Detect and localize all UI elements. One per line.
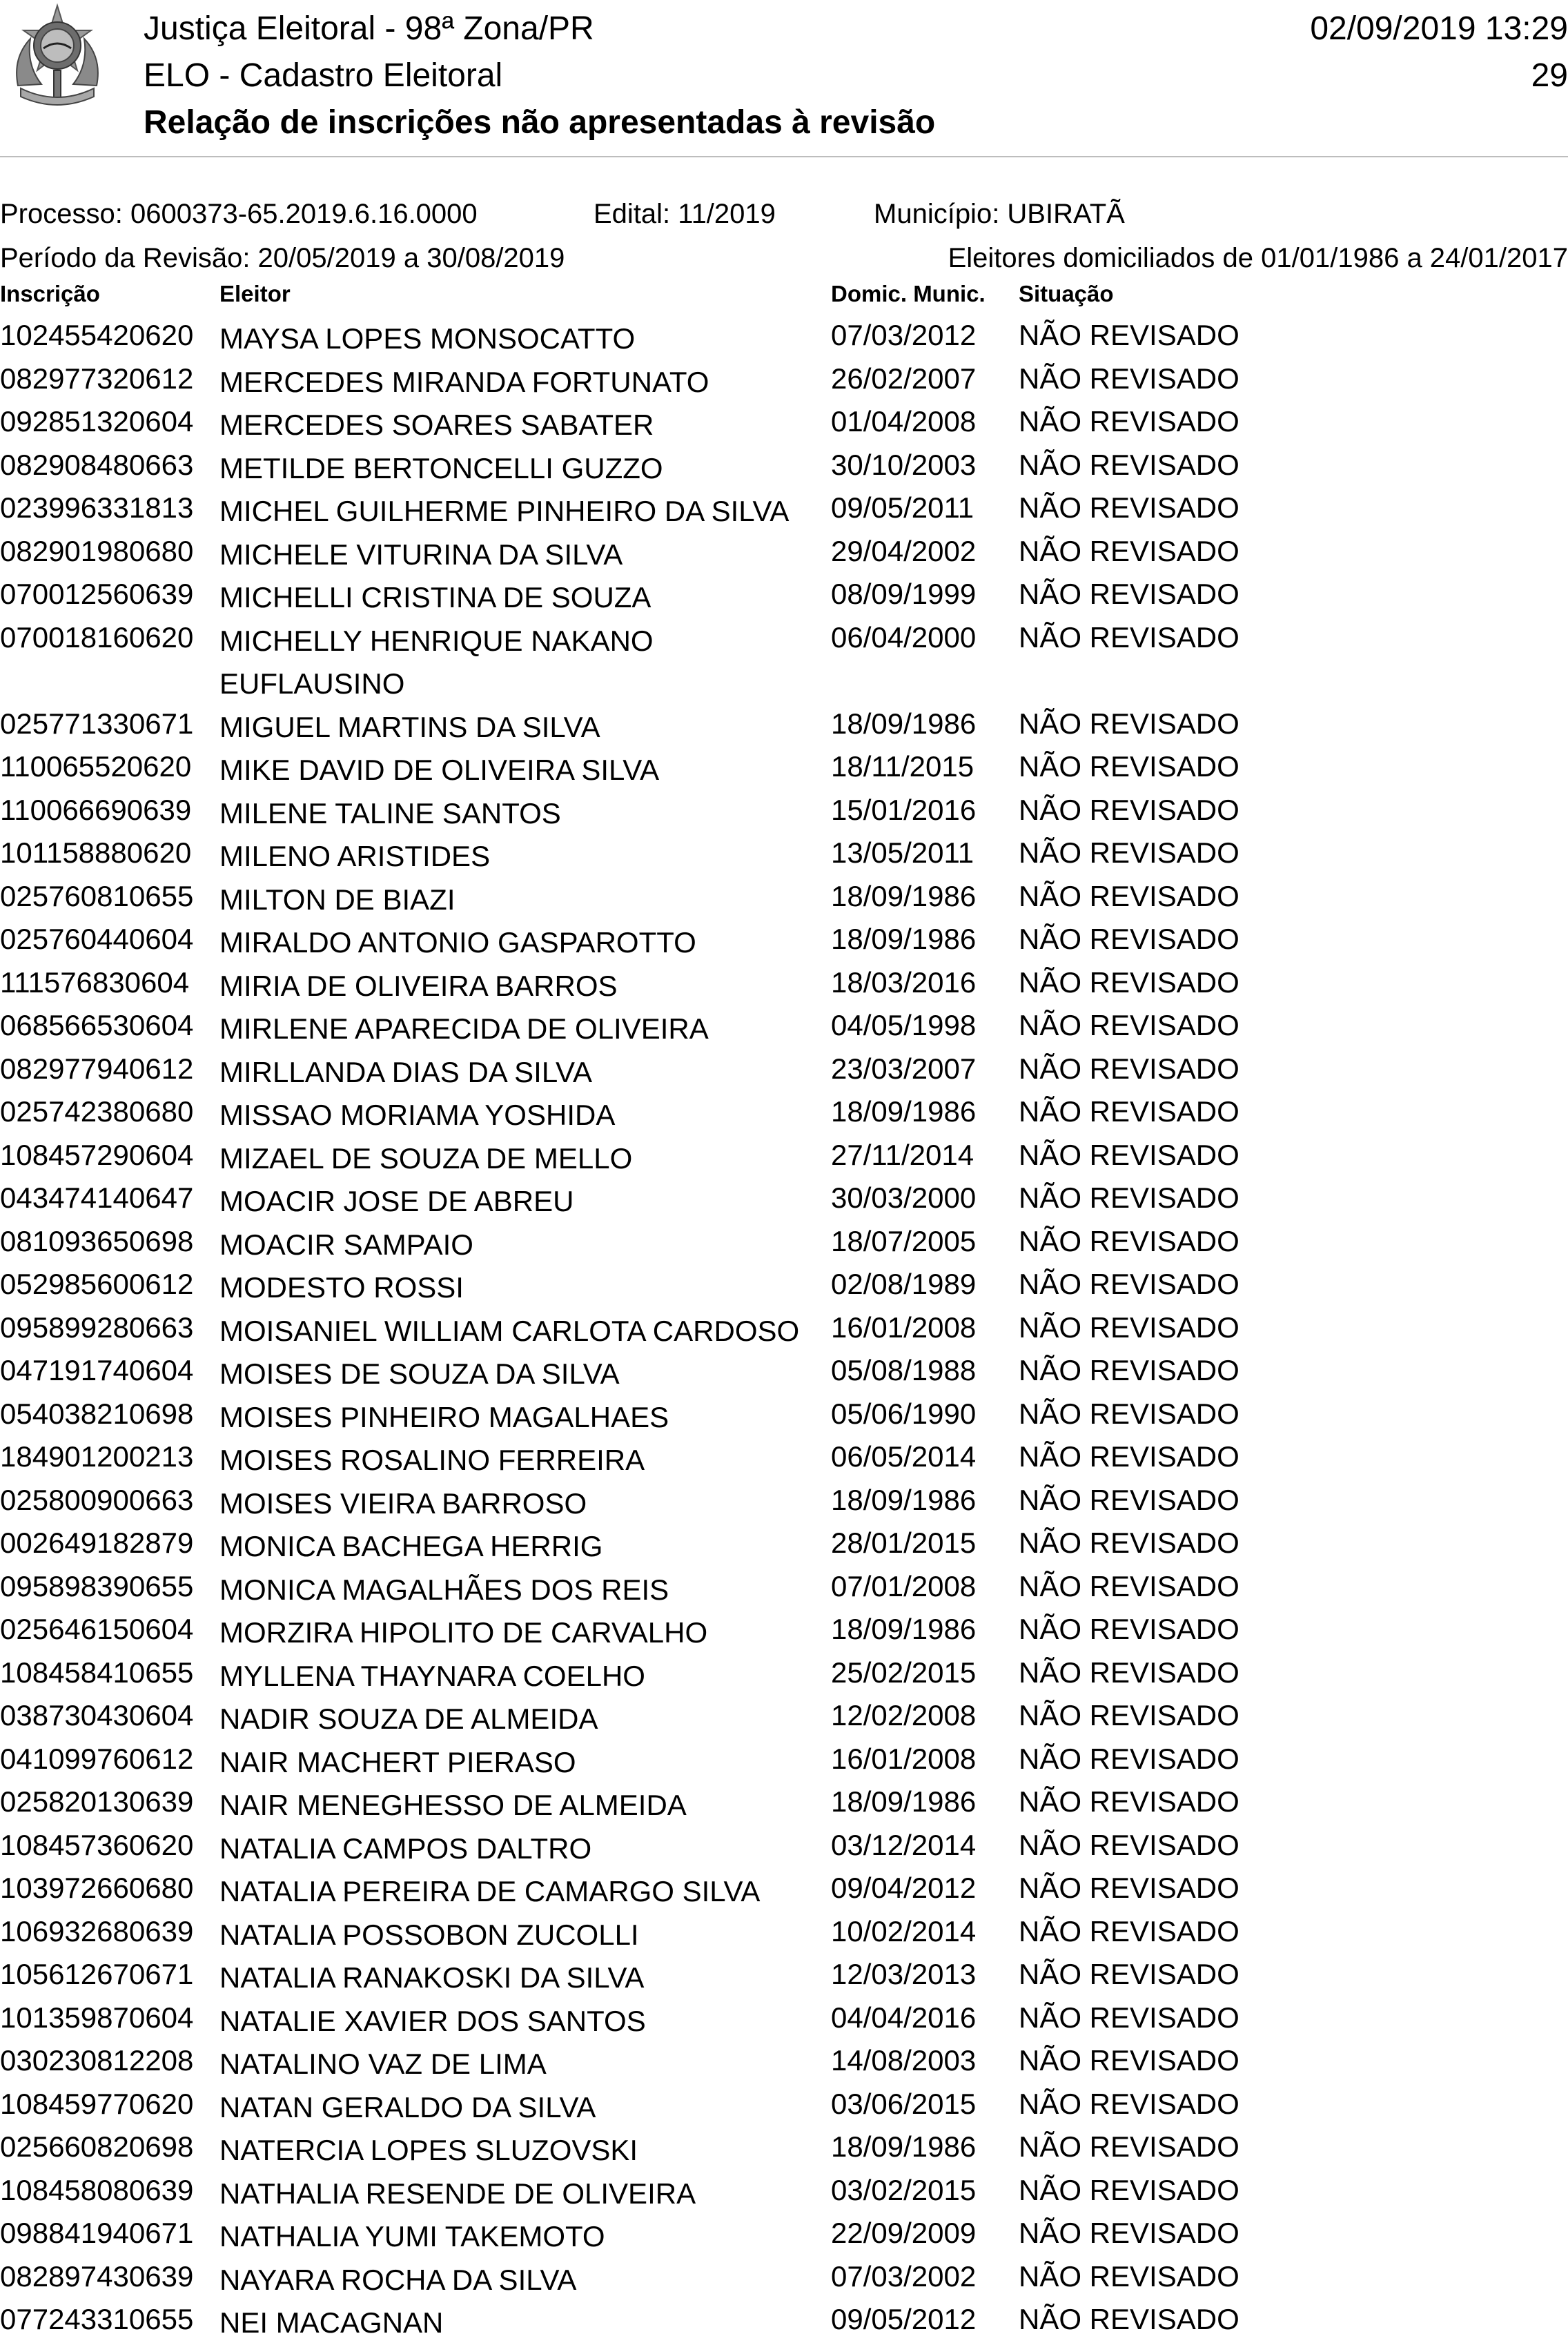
eleitor-cell: MOISES ROSALINO FERREIRA <box>219 1444 645 1476</box>
table-row <box>0 317 1568 361</box>
domic-munic-cell: 18/09/1986 <box>831 1785 977 1818</box>
eleitor-cell: MICHELLI CRISTINA DE SOUZA <box>219 581 651 614</box>
situacao-cell: NÃO REVISADO <box>1019 1095 1239 1128</box>
table-row <box>0 1310 1568 1353</box>
table-row <box>0 576 1568 620</box>
situacao-cell: NÃO REVISADO <box>1019 2259 1239 2293</box>
domic-munic-cell: 07/03/2012 <box>831 319 977 351</box>
table-row <box>0 361 1568 404</box>
domic-munic-cell: 30/10/2003 <box>831 448 977 481</box>
column-header-eleitor: Eleitor <box>219 281 291 306</box>
table-row <box>0 620 1568 706</box>
eleitor-cell: NATALIA RANAKOSKI DA SILVA <box>219 1961 645 1994</box>
voter-table <box>0 317 1568 2345</box>
domic-munic-cell: 29/04/2002 <box>831 534 977 567</box>
table-row <box>0 1741 1568 1785</box>
eleitor-cell: MOISANIEL WILLIAM CARLOTA CARDOSO <box>219 1314 800 1347</box>
domic-munic-cell: 07/01/2008 <box>831 1569 977 1602</box>
municipio-info: Município: UBIRATÃ <box>874 199 1125 229</box>
table-row <box>0 2172 1568 2216</box>
eleitor-cell: MIKE DAVID DE OLIVEIRA SILVA <box>219 754 660 786</box>
inscricao-cell: 025742380680 <box>0 1095 194 1128</box>
report-title: Relação de inscrições não apresentadas à revisão <box>144 104 936 141</box>
situacao-cell: NÃO REVISADO <box>1019 2173 1239 2206</box>
situacao-cell: NÃO REVISADO <box>1019 448 1239 481</box>
domic-munic-cell: 28/01/2015 <box>831 1527 977 1559</box>
domic-munic-cell: 06/04/2000 <box>831 620 977 654</box>
eleitores-info: Eleitores domiciliados de 01/01/1986 a 24/01/2017 <box>948 243 1568 273</box>
eleitor-cell: MIZAEL DE SOUZA DE MELLO <box>219 1141 633 1175</box>
inscricao-cell: 092851320604 <box>0 405 194 438</box>
eleitor-cell: MERCEDES SOARES SABATER <box>219 409 654 441</box>
inscricao-cell: 068566530604 <box>0 1009 194 1041</box>
situacao-cell: NÃO REVISADO <box>1019 1268 1239 1300</box>
inscricao-cell: 030230812208 <box>0 2044 194 2077</box>
table-row <box>0 447 1568 491</box>
inscricao-cell: 077243310655 <box>0 2303 194 2335</box>
inscricao-cell: 108458080639 <box>0 2173 194 2206</box>
table-row <box>0 1784 1568 1827</box>
eleitor-cell: MIGUEL MARTINS DA SILVA <box>219 710 600 743</box>
inscricao-cell: 105612670671 <box>0 1958 194 1990</box>
domic-munic-cell: 12/03/2013 <box>831 1958 977 1990</box>
eleitor-cell: NATHALIA RESENDE DE OLIVEIRA <box>219 2177 696 2210</box>
inscricao-cell: 070018160620 <box>0 620 194 654</box>
situacao-cell: NÃO REVISADO <box>1019 1483 1239 1516</box>
table-row <box>0 1051 1568 1095</box>
situacao-cell: NÃO REVISADO <box>1019 1569 1239 1602</box>
situacao-cell: NÃO REVISADO <box>1019 1828 1239 1861</box>
table-row <box>0 1870 1568 1914</box>
domic-munic-cell: 18/09/1986 <box>831 707 977 740</box>
situacao-cell: NÃO REVISADO <box>1019 793 1239 826</box>
domic-munic-cell: 09/05/2012 <box>831 2303 977 2335</box>
eleitor-cell: MILENO ARISTIDES <box>219 840 491 872</box>
situacao-cell: NÃO REVISADO <box>1019 319 1239 351</box>
system-title: ELO - Cadastro Eleitoral <box>144 57 503 94</box>
inscricao-cell: 101359870604 <box>0 2001 194 2034</box>
domic-munic-cell: 01/04/2008 <box>831 405 977 438</box>
situacao-cell: NÃO REVISADO <box>1019 620 1239 654</box>
inscricao-cell: 043474140647 <box>0 1181 194 1214</box>
situacao-cell: NÃO REVISADO <box>1019 1138 1239 1171</box>
eleitor-cell: MIRLENE APARECIDA DE OLIVEIRA <box>219 1012 709 1045</box>
domic-munic-cell: 12/02/2008 <box>831 1699 977 1731</box>
inscricao-cell: 184901200213 <box>0 1440 194 1473</box>
inscricao-cell: 081093650698 <box>0 1224 194 1257</box>
inscricao-cell: 025800900663 <box>0 1483 194 1516</box>
inscricao-cell: 102455420620 <box>0 319 194 351</box>
situacao-cell: NÃO REVISADO <box>1019 2001 1239 2034</box>
eleitor-cell: MOISES DE SOUZA DA SILVA <box>219 1357 620 1390</box>
eleitor-cell: NATALIA POSSOBON ZUCOLLI <box>219 1918 639 1951</box>
domic-munic-cell: 02/08/1989 <box>831 1268 977 1300</box>
table-row <box>0 2215 1568 2259</box>
eleitor-cell: MOISES VIEIRA BARROSO <box>219 1487 587 1520</box>
eleitor-cell: MERCEDES MIRANDA FORTUNATO <box>219 365 709 398</box>
eleitor-cell: MORZIRA HIPOLITO DE CARVALHO <box>219 1616 708 1649</box>
table-row <box>0 921 1568 965</box>
domic-munic-cell: 07/03/2002 <box>831 2259 977 2293</box>
domic-munic-cell: 14/08/2003 <box>831 2044 977 2077</box>
domic-munic-cell: 18/11/2015 <box>831 750 974 783</box>
domic-munic-cell: 18/09/1986 <box>831 1613 977 1645</box>
table-row <box>0 965 1568 1008</box>
inscricao-cell: 025820130639 <box>0 1785 194 1818</box>
domic-munic-cell: 18/07/2005 <box>831 1224 977 1257</box>
edital-info: Edital: 11/2019 <box>594 199 776 229</box>
table-row <box>0 1008 1568 1051</box>
inscricao-cell: 082897430639 <box>0 2259 194 2293</box>
eleitor-cell: MYLLENA THAYNARA COELHO <box>219 1659 645 1692</box>
inscricao-cell: 095898390655 <box>0 1569 194 1602</box>
inscricao-cell: 101158880620 <box>0 836 192 869</box>
processo-info: Processo: 0600373-65.2019.6.16.0000 <box>0 199 478 229</box>
inscricao-cell: 082977320612 <box>0 362 194 395</box>
situacao-cell: NÃO REVISADO <box>1019 2087 1239 2120</box>
situacao-cell: NÃO REVISADO <box>1019 2217 1239 2249</box>
inscricao-cell: 025760440604 <box>0 923 194 955</box>
eleitor-cell: NAIR MENEGHESSO DE ALMEIDA <box>219 1789 687 1821</box>
situacao-cell: NÃO REVISADO <box>1019 1052 1239 1085</box>
eleitor-cell: MOACIR JOSE DE ABREU <box>219 1185 574 1217</box>
domic-munic-cell: 08/09/1999 <box>831 578 977 610</box>
table-row <box>0 1611 1568 1655</box>
table-row <box>0 1525 1568 1569</box>
domic-munic-cell: 03/06/2015 <box>831 2087 977 2120</box>
inscricao-cell: 082901980680 <box>0 534 194 567</box>
table-row <box>0 2000 1568 2043</box>
inscricao-cell: 025760810655 <box>0 879 194 912</box>
table-row <box>0 1094 1568 1137</box>
situacao-cell: NÃO REVISADO <box>1019 1785 1239 1818</box>
eleitor-cell: NATALIA CAMPOS DALTRO <box>219 1832 592 1865</box>
situacao-cell: NÃO REVISADO <box>1019 491 1239 524</box>
domic-munic-cell: 09/04/2012 <box>831 1872 977 1904</box>
inscricao-cell: 041099760612 <box>0 1742 194 1775</box>
domic-munic-cell: 03/12/2014 <box>831 1828 977 1861</box>
eleitor-cell: MIRALDO ANTONIO GASPAROTTO <box>219 926 696 959</box>
domic-munic-cell: 27/11/2014 <box>831 1138 974 1171</box>
eleitor-cell: METILDE BERTONCELLI GUZZO <box>219 451 663 484</box>
eleitor-cell: MICHEL GUILHERME PINHEIRO DA SILVA <box>219 495 790 527</box>
situacao-cell: NÃO REVISADO <box>1019 2303 1239 2335</box>
inscricao-cell: 070012560639 <box>0 578 194 610</box>
inscricao-cell: 098841940671 <box>0 2217 194 2249</box>
table-row <box>0 1353 1568 1396</box>
table-row <box>0 2129 1568 2172</box>
table-row <box>0 2302 1568 2345</box>
eleitor-cell: MONICA MAGALHÃES DOS REIS <box>219 1573 669 1606</box>
table-row <box>0 490 1568 533</box>
table-row <box>0 1698 1568 1741</box>
inscricao-cell: 025771330671 <box>0 707 194 740</box>
page-number: 29 <box>1531 57 1568 94</box>
eleitor-cell: MICHELE VITURINA DA SILVA <box>219 538 623 571</box>
eleitor-cell: MILENE TALINE SANTOS <box>219 796 561 830</box>
domic-munic-cell: 13/05/2011 <box>831 836 974 869</box>
domic-munic-cell: 04/05/1998 <box>831 1009 977 1041</box>
eleitor-cell: MODESTO ROSSI <box>219 1271 464 1304</box>
domic-munic-cell: 15/01/2016 <box>831 793 977 826</box>
domic-munic-cell: 05/06/1990 <box>831 1397 977 1430</box>
table-row <box>0 706 1568 749</box>
situacao-cell: NÃO REVISADO <box>1019 1397 1239 1430</box>
eleitor-cell: MISSAO MORIAMA YOSHIDA <box>219 1099 616 1131</box>
domic-munic-cell: 18/03/2016 <box>831 965 977 999</box>
inscricao-cell: 106932680639 <box>0 1914 194 1947</box>
domic-munic-cell: 18/09/1986 <box>831 2130 977 2163</box>
table-row <box>0 879 1568 922</box>
inscricao-cell: 095899280663 <box>0 1311 194 1344</box>
column-header-domic-munic: Domic. Munic. <box>831 281 986 306</box>
situacao-cell: NÃO REVISADO <box>1019 1914 1239 1947</box>
inscricao-cell: 111576830604 <box>0 965 190 999</box>
domic-munic-cell: 22/09/2009 <box>831 2217 977 2249</box>
situacao-cell: NÃO REVISADO <box>1019 879 1239 912</box>
domic-munic-cell: 16/01/2008 <box>831 1311 977 1344</box>
domic-munic-cell: 30/03/2000 <box>831 1181 977 1214</box>
periodo-info: Período da Revisão: 20/05/2019 a 30/08/2019 <box>0 243 565 273</box>
table-row <box>0 1266 1568 1310</box>
situacao-cell: NÃO REVISADO <box>1019 1699 1239 1731</box>
inscricao-cell: 108457360620 <box>0 1828 194 1861</box>
situacao-cell: NÃO REVISADO <box>1019 1224 1239 1257</box>
eleitor-cell: NATALIE XAVIER DOS SANTOS <box>219 2004 646 2037</box>
column-header-inscricao: Inscrição <box>0 281 100 306</box>
situacao-cell: NÃO REVISADO <box>1019 405 1239 438</box>
eleitor-cell: MIRIA DE OLIVEIRA BARROS <box>219 969 618 1002</box>
situacao-cell: NÃO REVISADO <box>1019 362 1239 395</box>
table-row <box>0 2086 1568 2130</box>
inscricao-cell: 103972660680 <box>0 1872 194 1904</box>
domic-munic-cell: 23/03/2007 <box>831 1052 977 1085</box>
domic-munic-cell: 18/09/1986 <box>831 879 977 912</box>
inscricao-cell: 108458410655 <box>0 1656 194 1689</box>
situacao-cell: NÃO REVISADO <box>1019 1613 1239 1645</box>
eleitor-cell: NATHALIA YUMI TAKEMOTO <box>219 2220 605 2253</box>
eleitor-cell: NEI MACAGNAN <box>219 2306 444 2339</box>
table-row <box>0 1396 1568 1440</box>
domic-munic-cell: 04/04/2016 <box>831 2001 977 2034</box>
domic-munic-cell: 09/05/2011 <box>831 491 974 524</box>
eleitor-cell: MOISES PINHEIRO MAGALHAES <box>219 1400 669 1433</box>
inscricao-cell: 047191740604 <box>0 1354 194 1386</box>
inscricao-cell: 025660820698 <box>0 2130 194 2163</box>
eleitor-cell: NATAN GERALDO DA SILVA <box>219 2090 596 2123</box>
eleitor-cell: MIRLLANDA DIAS DA SILVA <box>219 1055 592 1088</box>
table-row <box>0 1482 1568 1526</box>
situacao-cell: NÃO REVISADO <box>1019 1742 1239 1775</box>
coat-of-arms-icon <box>6 3 109 113</box>
domic-munic-cell: 10/02/2014 <box>831 1914 977 1947</box>
table-row <box>0 1180 1568 1224</box>
eleitor-cell: NATERCIA LOPES SLUZOVSKI <box>219 2134 638 2166</box>
situacao-cell: NÃO REVISADO <box>1019 923 1239 955</box>
table-row <box>0 2043 1568 2086</box>
situacao-cell: NÃO REVISADO <box>1019 836 1239 869</box>
table-row <box>0 1569 1568 1612</box>
table-row <box>0 533 1568 577</box>
situacao-cell: NÃO REVISADO <box>1019 1440 1239 1473</box>
table-row <box>0 1137 1568 1181</box>
header-divider <box>0 156 1568 157</box>
court-title: Justiça Eleitoral - 98ª Zona/PR <box>144 10 594 47</box>
table-row <box>0 749 1568 792</box>
table-row <box>0 1655 1568 1698</box>
domic-munic-cell: 03/02/2015 <box>831 2173 977 2206</box>
inscricao-cell: 002649182879 <box>0 1527 194 1559</box>
table-row <box>0 1956 1568 2000</box>
situacao-cell: NÃO REVISADO <box>1019 2130 1239 2163</box>
domic-munic-cell: 16/01/2008 <box>831 1742 977 1775</box>
situacao-cell: NÃO REVISADO <box>1019 2044 1239 2077</box>
situacao-cell: NÃO REVISADO <box>1019 965 1239 999</box>
eleitor-cell: MONICA BACHEGA HERRIG <box>219 1530 603 1562</box>
situacao-cell: NÃO REVISADO <box>1019 1181 1239 1214</box>
eleitor-cell: MAYSA LOPES MONSOCATTO <box>219 322 636 355</box>
domic-munic-cell: 05/08/1988 <box>831 1354 977 1386</box>
inscricao-cell: 025646150604 <box>0 1613 194 1645</box>
inscricao-cell: 038730430604 <box>0 1699 194 1731</box>
inscricao-cell: 110065520620 <box>0 750 192 783</box>
situacao-cell: NÃO REVISADO <box>1019 1354 1239 1386</box>
eleitor-cell: MILTON DE BIAZI <box>219 883 455 916</box>
domic-munic-cell: 06/05/2014 <box>831 1440 977 1473</box>
table-row <box>0 1439 1568 1482</box>
situacao-cell: NÃO REVISADO <box>1019 534 1239 567</box>
inscricao-cell: 110066690639 <box>0 793 192 826</box>
inscricao-cell: 082908480663 <box>0 448 194 481</box>
situacao-cell: NÃO REVISADO <box>1019 1656 1239 1689</box>
table-row <box>0 835 1568 879</box>
table-row <box>0 404 1568 447</box>
table-row <box>0 2259 1568 2302</box>
situacao-cell: NÃO REVISADO <box>1019 1872 1239 1904</box>
inscricao-cell: 108459770620 <box>0 2087 194 2120</box>
table-row <box>0 1827 1568 1871</box>
inscricao-cell: 082977940612 <box>0 1052 194 1085</box>
domic-munic-cell: 18/09/1986 <box>831 1483 977 1516</box>
situacao-cell: NÃO REVISADO <box>1019 578 1239 610</box>
eleitor-cell: NADIR SOUZA DE ALMEIDA <box>219 1703 598 1735</box>
column-header-situacao: Situação <box>1019 281 1114 306</box>
inscricao-cell: 054038210698 <box>0 1397 194 1430</box>
eleitor-cell: NAYARA ROCHA DA SILVA <box>219 2263 577 2296</box>
domic-munic-cell: 18/09/1986 <box>831 923 977 955</box>
eleitor-cell: NATALIA PEREIRA DE CAMARGO SILVA <box>219 1875 761 1907</box>
domic-munic-cell: 26/02/2007 <box>831 362 977 395</box>
situacao-cell: NÃO REVISADO <box>1019 750 1239 783</box>
situacao-cell: NÃO REVISADO <box>1019 707 1239 740</box>
situacao-cell: NÃO REVISADO <box>1019 1958 1239 1990</box>
table-row <box>0 1914 1568 1957</box>
situacao-cell: NÃO REVISADO <box>1019 1311 1239 1344</box>
situacao-cell: NÃO REVISADO <box>1019 1527 1239 1559</box>
inscricao-cell: 023996331813 <box>0 491 194 524</box>
eleitor-cell: NAIR MACHERT PIERASO <box>219 1745 576 1778</box>
eleitor-cell: NATALINO VAZ DE LIMA <box>219 2048 547 2080</box>
situacao-cell: NÃO REVISADO <box>1019 1009 1239 1041</box>
domic-munic-cell: 18/09/1986 <box>831 1095 977 1128</box>
report-datetime: 02/09/2019 13:29 <box>1310 10 1568 47</box>
inscricao-cell: 108457290604 <box>0 1138 194 1171</box>
table-row <box>0 1224 1568 1267</box>
inscricao-cell: 052985600612 <box>0 1268 194 1300</box>
eleitor-cell: MICHELLY HENRIQUE NAKANO EUFLAUSINO <box>219 624 654 700</box>
domic-munic-cell: 25/02/2015 <box>831 1656 977 1689</box>
eleitor-cell: MOACIR SAMPAIO <box>219 1228 473 1261</box>
table-row <box>0 792 1568 836</box>
